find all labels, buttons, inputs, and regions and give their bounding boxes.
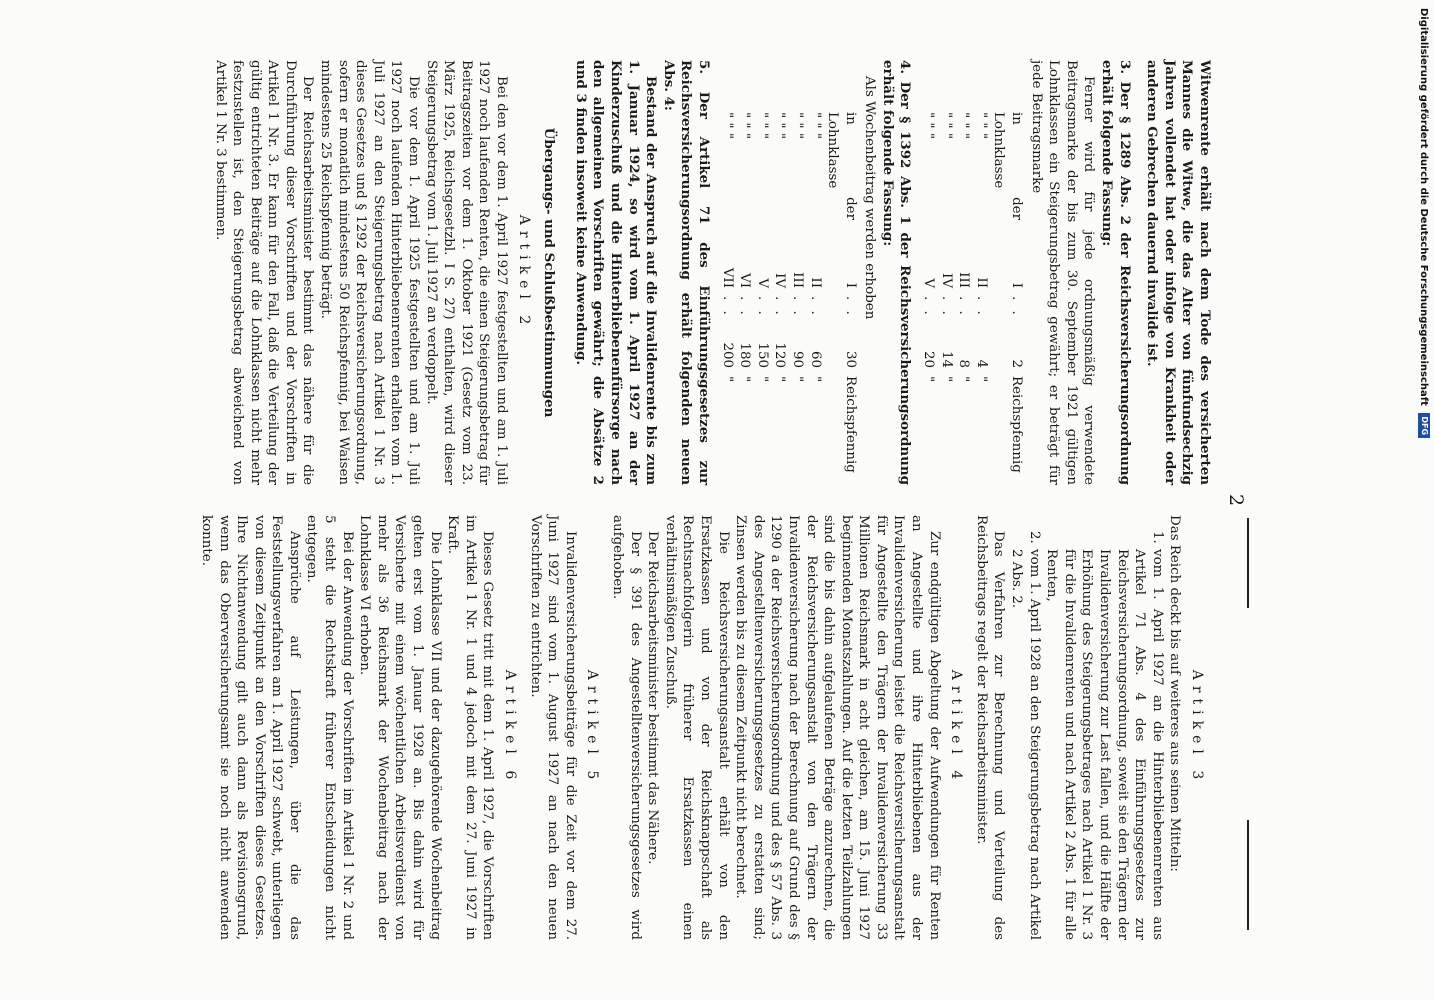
article-4-heading: Artikel 4 xyxy=(948,669,965,786)
paragraph: Bei der Anwendung der Vorschriften im Artikel 1 Nr. 2 und 5 steht die Rechtskraft früherer Entscheidungen nicht entgegen. xyxy=(304,515,355,940)
table-row: " " " III . . 8 " xyxy=(956,112,972,383)
paragraph: Dieses Gesetz tritt mit dem 1. April 1927, die Vorschriften im Artikel 1 Nr. 1 und 4 jedoch mit dem 27. Juni 1927 in Kraft. xyxy=(445,515,496,940)
table-row: " " " II . . 60 " xyxy=(807,112,823,383)
article-2-heading: Artikel 2 xyxy=(515,214,532,331)
paragraph: Witwenrente erhält nach dem Tode des versicherten Mannes die Witwe, die das Alter von fünfundsechzig Jahren vollendet hat oder infolge von Krankheit oder anderen Gebrechen dauernd invalide ist. xyxy=(1144,60,1213,485)
separator-rule-right xyxy=(1247,820,1249,930)
paragraph: Der Reichsarbeitsminister bestimmt das Nähere. xyxy=(645,531,661,865)
item-3-heading: 3. Der § 1289 Abs. 2 der Reichsversicherungsordnung erhält folgende Fassung: xyxy=(1099,60,1133,485)
section-heading: Übergangs- und Schlußbestimmungen xyxy=(541,127,558,418)
credit-text: Digitalisierung gefördert durch die Deutsche Forschungsgemeinschaft xyxy=(1418,8,1429,406)
paragraph: Invalidenversicherungsbeiträge für die Zeit vor dem 27. Juni 1927 sind vom 1. August 1927 an nach den neuen Vorschriften zu entrichten. xyxy=(527,515,578,940)
rates-table-3 xyxy=(920,108,1026,477)
paragraph: Ansprüche auf Leistungen, über die das Feststellungsverfahren am 1. April 1927 schwebt, unterliegen von diesem Zeitpunkt an den Vorschriften dieses Gesetzes. Ihre Nichtanwendung gilt auch dann als Revisionsgrund, wenn das Oberversicherungsamt sie noch nicht anwenden konnte. xyxy=(198,515,302,940)
table-row: " " " V . . 20 " xyxy=(921,112,937,383)
right-column xyxy=(197,515,1213,940)
page-content xyxy=(67,50,1267,950)
paragraph: Bei den vor dem 1. April 1927 festgestellten und am 1. Juli 1927 noch laufenden Renten, die einen Steigerungsbetrag für Beitragszeiten vor dem 1. Oktober 1921 (Gesetz vom 23. März 1925, Reichsgesetzbl. I S. 27) enthalten, wird dieser Steigerungsbetrag vom 1. Juli 1927 an verdoppelt. xyxy=(423,60,510,485)
page-number: 2 xyxy=(1225,493,1247,507)
paragraph: Die Reichsversicherungsanstalt erhält von den Ersatzkassen und von der Reichsknappschaft als Rechtsnachfolgerin früherer Ersatzkassen einen verhältnismäßigen Zuschuß. xyxy=(662,515,731,940)
paragraph: Das Verfahren zur Berechnung und Verteilung des Reichsbeitrags regelt der Reichsarbeitsminister. xyxy=(973,515,1007,940)
paragraph: Die vor dem 1. April 1925 festgestellten und am 1. Juli 1927 noch laufenden Hinterbliebenenrenten erhalten vom 1. Juli 1927 an den Steigerungsbetrag nach Artikel 1 Nr. 3 dieses Gesetzes und § 1292 der Reichsversicherungsordnung, sofern er monatlich mindestens 50 Reichspfennig, bei Waisen mindestens 25 Reichspfennig beträgt. xyxy=(318,60,422,485)
item-4-heading: 4. Der § 1392 Abs. 1 der Reichsversicherungsordnung erhält folgende Fassung: xyxy=(879,60,914,485)
table-row: in der Lohnklasse I . . 30 Reichspfennig xyxy=(825,112,858,473)
article-6-heading: Artikel 6 xyxy=(502,669,519,786)
item-5-body: Bestand der Anspruch auf die Invalidenrente bis zum 1. Januar 1924, so wird vom 1. April 1927 an der Kinderzuschuß und die Hinterbliebenenfürsorge nach den allgemeinen Vorschriften gewährt; die Absätze 2 und 3 finden insoweit keine Anwendung. xyxy=(572,60,660,485)
list-item: 2. vom 1. April 1928 an den Steigerungsbetrag nach Artikel 2 Abs. 2. xyxy=(1009,531,1042,940)
table-row: " " " II . . 4 " xyxy=(973,112,989,383)
left-column xyxy=(211,60,1213,485)
article-3-heading: Artikel 3 xyxy=(1189,669,1205,786)
item-3-body: Ferner wird für jede ordnungsmäßig verwendete Beitragsmarke der bis zum 30. September 1921 gültigen Lohnklassen ein Steigerungsbetrag gewährt; er beträgt für jede Beitragsmarke xyxy=(1028,60,1097,485)
table-row: " " " VI . . 180 " xyxy=(737,112,753,383)
separator-rule xyxy=(1247,518,1249,608)
rates-table-4 xyxy=(718,108,859,477)
item-4-body: Als Wochenbeitrag werden erhoben xyxy=(862,76,878,320)
dfg-logo: DFG xyxy=(1418,413,1430,438)
table-row: " " " IV . . 14 " xyxy=(938,112,954,383)
table-row: " " " V . . 150 " xyxy=(754,112,770,383)
paragraph: Das Reich deckt bis auf weiteres aus seinen Mitteln: xyxy=(1167,515,1183,872)
table-row: " " " III . . 90 " xyxy=(789,112,805,383)
item-5-heading: 5. Der Artikel 71 des Einführungsgesetzes zur Reichsversicherungsordnung erhält folgenden neuen Abs. 4: xyxy=(660,60,712,485)
article-5-heading: Artikel 5 xyxy=(584,669,601,786)
paragraph: Der Reichsarbeitsminister bestimmt das nähere für die Durchführung dieser Vorschriften und der Vorschriften in Artikel 1 Nr. 3. Er kann für den Fall, daß die Verteilung der gültig entrichteten Beiträge auf die Lohnklassen nicht mehr festzustellen ist, den Steigerungsbetrag abweichend von Artikel 1 Nr. 3 bestimmen. xyxy=(212,60,316,485)
paragraph: Zur endgültigen Abgeltung der Aufwendungen für Renten an Angestellte und ihre Hinterbliebenen aus der Invalidenversicherung leistet die Reichsversicherungsanstalt für Angestellte den Trägern der Invalidenversicherung 33 Millionen Reichsmark in acht gleichen, am 15. Juni 1927 beginnenden Monatszahlungen. Auf die letzten Teilzahlungen sind die bis dahin aufgelaufenen Beträge anzurechnen, die der Reichsversicherungsanstalt von den Trägern der Invalidenversicherung nach der Berechnung auf Grund des § 1290 a der Reichsversicherungsordnung und des § 57 Abs. 3 des Angestelltenversicherungsgesetzes zu erstatten sind; Zinsen werden bis zu diesem Zeitpunkt nicht berechnet. xyxy=(733,515,942,940)
table-row: in der Lohnklasse I . . 2 Reichspfennig xyxy=(991,112,1025,473)
paragraph: Die Lohnklasse VII und der dazugehörende Wochenbeitrag gelten erst vom 1. Januar 1928 an. Bis dahin wird für Versicherte mit einem wöchentlichen Arbeitsverdienst von mehr als 36 Reichsmark der Wochenbeitrag nach der Lohnklasse VI erhoben. xyxy=(357,515,443,940)
digitization-credit xyxy=(1416,8,1430,994)
list-item: 1. vom 1. April 1927 an die Hinterbliebenenrenten aus Artikel 71 Abs. 4 des Einführungsgesetzes zur Reichsversicherungsordnung, soweit sie den Trägern der Invalidenversicherung zur Last fallen, und die Hälfte der Erhöhung des Steigerungsbetrages nach Artikel 1 Nr. 3 für die Invalidenrenten und nach Artikel 2 Abs. 1 für alle Renten, xyxy=(1044,531,1165,940)
table-row: " " " IV . . 120 " xyxy=(772,112,788,383)
paragraph: Der § 391 des Angestelltenversicherungsgesetzes wird aufgehoben. xyxy=(610,515,643,940)
table-row: " " " VII . . 200 " xyxy=(719,112,735,383)
